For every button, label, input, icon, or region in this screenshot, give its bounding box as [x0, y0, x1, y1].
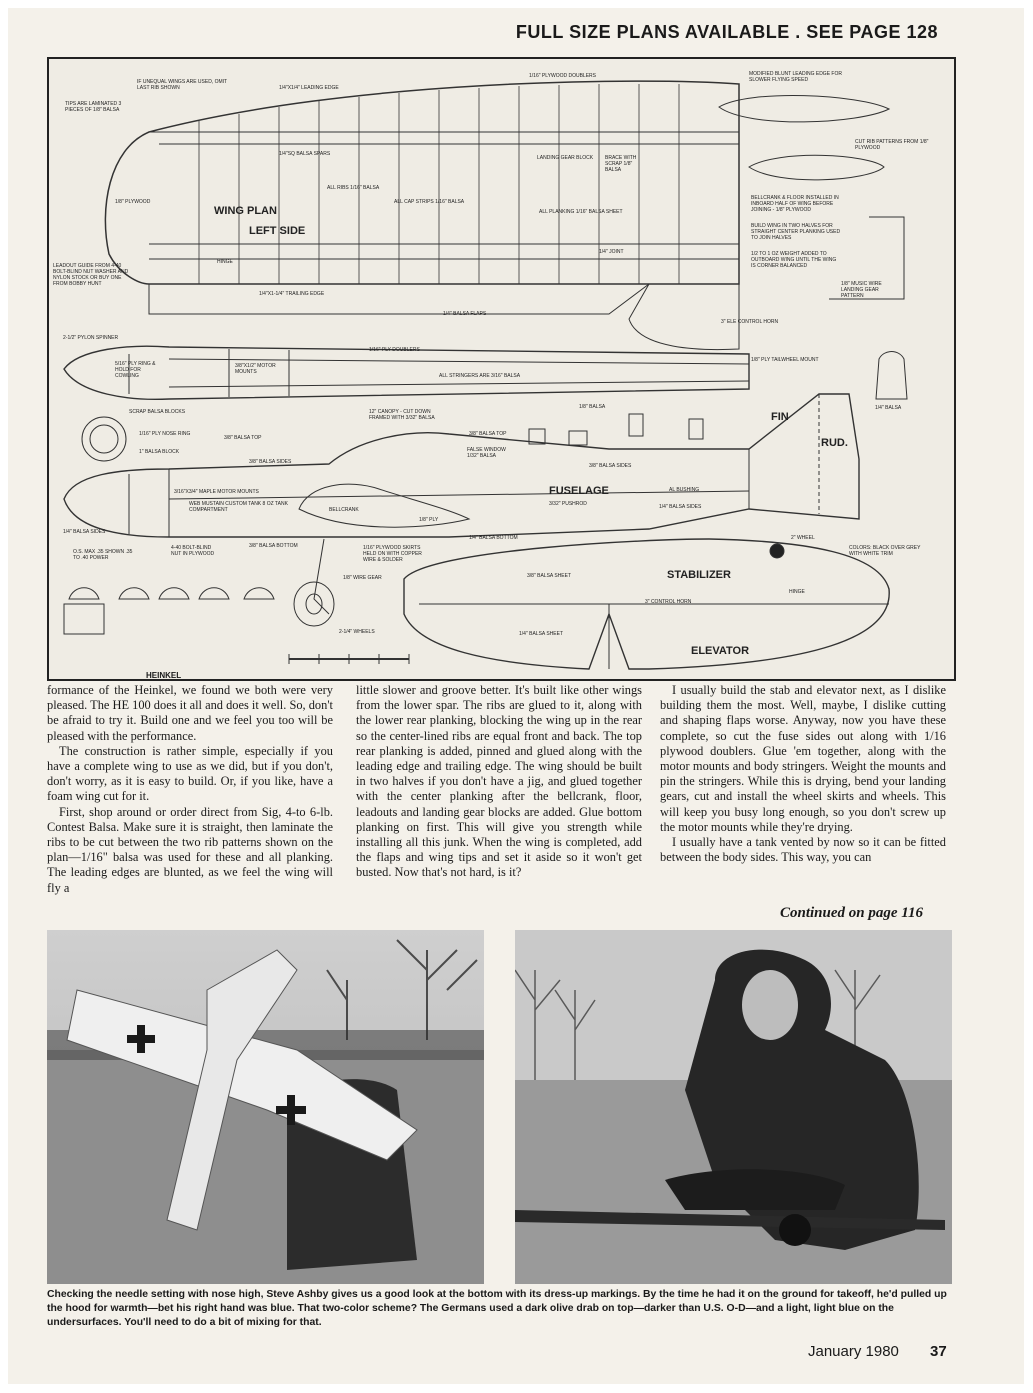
note-ply-doublers: 1/16" PLYWOOD DOUBLERS — [529, 73, 596, 79]
note-motor-mounts: 3/8"X1/2" MOTOR MOUNTS — [235, 363, 276, 375]
paragraph: I usually build the stab and elevator next, as I dislike building them the most. Well, maybe, I dislike cutting and shaping flaps worse. Anyway, now you have these complete, so cut the fuse sides out along with 1/16 plywood doublers. Glue 'em together, along with the motor mounts and body stringers. Weight the mounts and pin the stringers. While this is drying, bend your landing gears, cut and install the wheel skirts and wheels. This will keep you busy long enough, so you don't screw up the motor mounts while they're drying. — [660, 683, 946, 834]
note-cap-strips: ALL CAP STRIPS 1/16" BALSA — [394, 199, 465, 205]
note-wire-gear: 1/8" WIRE GEAR — [343, 575, 382, 581]
note-balsa-sheet-2: 1/4" BALSA SHEET — [519, 631, 564, 637]
plan-title-maker: HEINKEL — [146, 671, 182, 680]
stabilizer-label: STABILIZER — [667, 569, 731, 581]
left-side-label: LEFT SIDE — [249, 225, 306, 237]
note-landing-gear-block: LANDING GEAR BLOCK — [537, 155, 594, 161]
note-balsa-sheet: 3/8" BALSA SHEET — [527, 573, 572, 579]
note-canopy: 12" CANOPY - CUT DOWN FRAMED WITH 3/32" BALSA — [369, 409, 435, 421]
note-balsa-bottom-2: 3/8" BALSA BOTTOM — [249, 543, 298, 549]
photo-nose-high-image — [47, 930, 484, 1284]
note-balsa-top: 3/8" BALSA TOP — [224, 435, 262, 441]
note-brace: BRACE WITH SCRAP 1/8" BALSA — [605, 155, 637, 173]
paragraph: The construction is rather simple, especially if you have a complete wing to use as we did, but if you don't, don't worry, as it is easy to build. Or, if you like, have a foam wing cut for it. — [47, 743, 333, 804]
note-bellcrank: BELLCRANK & FLOOR INSTALLED IN INBOARD HALF OF WING BEFORE JOINING - 1/8" PLYWOOD — [751, 195, 839, 213]
note-balsa-bottom: 1/4" BALSA BOTTOM — [469, 535, 518, 541]
text-column-2 — [356, 683, 642, 881]
note-bellcrank-2: BELLCRANK — [329, 507, 359, 513]
note-control-horn-2: 3" CONTROL HORN — [645, 599, 692, 605]
plans-header: FULL SIZE PLANS AVAILABLE . SEE PAGE 128 — [515, 22, 938, 42]
note-leadout: LEADOUT GUIDE FROM 4-40 BOLT-BLIND NUT WASHER AND NYLON STOCK OR BUY ONE FROM BOBBY HUNT — [53, 263, 129, 287]
note-tank-compartment: WEB MUSTAIN CUSTOM TANK 8 OZ TANK COMPARTMENT — [189, 501, 288, 513]
note-skirts: 1/16" PLYWOOD SKIRTS HELD ON WITH COPPER WIRE & SOLDER — [363, 545, 422, 563]
note-ply-ring: 5/16" PLY RING & HOLD FOR COWLING — [115, 361, 156, 379]
note-tips: TIPS ARE LAMINATED 3 PIECES OF 1/8" BALSA — [65, 101, 122, 113]
note-tank: 3/16"X3/4" MAPLE MOTOR MOUNTS — [174, 489, 259, 495]
note-engine: O.S. MAX .35 SHOWN .35 TO .40 POWER — [73, 549, 133, 561]
note-ply-18: 1/8" PLY — [419, 517, 439, 523]
note-balsa-block: 1" BALSA BLOCK — [139, 449, 180, 455]
paragraph: First, shop around or order direct from Sig, 4-to 6-lb. Contest Balsa. Make sure it is straight, then laminate the ribs to be cut between the two rib patterns shown on the plan—1/16" balsa was used for these and all planking. The leading edges are blunted, as we feel the wing will fly a — [47, 804, 333, 895]
note-leading-edge: 1/4"X1/4" LEADING EDGE — [279, 85, 339, 91]
note-wheel: 2" WHEEL — [791, 535, 815, 541]
photo-hood-up-image — [515, 930, 952, 1284]
note-unequal-wings: IF UNEQUAL WINGS ARE USED, OMIT LAST RIB SHOWN — [137, 79, 228, 91]
note-balsa-18: 1/8" BALSA — [579, 404, 606, 410]
paragraph: formance of the Heinkel, we found we both were very pleased. The HE 100 does it all and does it well. So, don't be afraid to try it. Build one and we feel you too will be pleased with the performance. — [47, 683, 333, 743]
note-ply-nose: 1/16" PLY NOSE RING — [139, 431, 191, 437]
note-tailwheel: 1/8" PLY TAILWHEEL MOUNT — [751, 357, 819, 363]
elevator-label: ELEVATOR — [691, 645, 750, 657]
note-trailing-edge: 1/4"X1-1/4" TRAILING EDGE — [259, 291, 325, 297]
note-planking: ALL PLANKING 1/16" BALSA SHEET — [539, 209, 623, 215]
text-column-3 — [660, 683, 946, 865]
note-flaps: 1/4" BALSA FLAPS — [443, 311, 487, 317]
note-blind-nut: 4-40 BOLT-BLIND NUT IN PLYWOOD — [171, 545, 215, 557]
plan-linework — [49, 59, 954, 679]
note-hinge-2: HINGE — [789, 589, 805, 595]
rud-label: RUD. — [821, 437, 848, 449]
note-spars: 1/4"SQ BALSA SPARS — [279, 151, 331, 157]
page-number: 37 — [930, 1343, 947, 1360]
photo-nose-high — [47, 930, 484, 1284]
note-modified-blunt: MODIFIED BLUNT LEADING EDGE FOR SLOWER FLYING SPEED — [749, 71, 842, 83]
note-false-window: FALSE WINDOW 1/32" BALSA — [467, 447, 506, 459]
note-music-wire: 1/8" MUSIC WIRE LANDING GEAR PATTERN — [841, 281, 882, 299]
fin-label: FIN — [771, 411, 789, 423]
note-balsa-sides-3: 3/8" BALSA SIDES — [589, 463, 632, 469]
note-balsa-sides-4: 1/4" BALSA SIDES — [63, 529, 106, 535]
note-wheels: 2-1/4" WHEELS — [339, 629, 375, 635]
note-joint: 1/4" JOINT — [599, 249, 624, 255]
note-balsa-sides: 3/8" BALSA SIDES — [249, 459, 292, 465]
note-balsa-top-2: 3/8" BALSA TOP — [469, 431, 507, 437]
note-balsa-14: 1/4" BALSA — [875, 405, 902, 411]
note-cut-rib: CUT RIB PATTERNS FROM 1/8" PLYWOOD — [855, 139, 929, 151]
note-control-horn: 3" ELE CONTROL HORN — [721, 319, 779, 325]
paragraph: little slower and groove better. It's built like other wings from the lower spar. The ribs are glued to it, along with the lower rear planking, blocking the wing up in the rear so the center-lined ribs are equal front and back. The top rear planking is added, pinned and glued along with the leading edge and trailing edge. The wing should be built in two halves if you don't have a jig, and glued together with the center planking after the bellcrank, floor, leadouts and landing gear blocks are added. Glue bottom planking on first. This will give you strength while installing all this junk. When the wing is completed, add the flaps and wing tips and set it aside so it won't get busted. Now that's not hard, is it? — [356, 683, 642, 880]
note-scrap-blocks: SCRAP BALSA BLOCKS — [129, 409, 186, 415]
plan-title-model — [146, 680, 195, 681]
note-spinner: 2-1/2" PYLON SPINNER — [63, 335, 119, 341]
plan-title-block — [146, 671, 195, 681]
note-hinge: HINGE — [217, 259, 233, 265]
text-column-1 — [47, 683, 333, 896]
photo-caption: Checking the needle setting with nose high, Steve Ashby gives us a good look at the bottom with its dress-up markings. By the time he had it on the ground for takeoff, he'd pulled up the hood for warmth—bet his right hand was blue. That two-color scheme? The Germans used a dark olive drab on top—darker than U.S. O-D—and a light, light blue on the undersurfaces. You'll need to do a bit of mixing for that. — [47, 1289, 947, 1328]
continued-note: Continued on page 116 — [780, 905, 923, 921]
note-colors: COLORS: BLACK OVER GREY WITH WHITE TRIM — [849, 545, 921, 557]
note-ply: 1/8" PLYWOOD — [115, 199, 151, 205]
note-stringers: ALL STRINGERS ARE 3/16" BALSA — [439, 373, 521, 379]
plan-drawing — [47, 57, 956, 681]
note-pushrod: 3/32" PUSHROD — [549, 501, 587, 507]
note-weight: 1/2 TO 1 OZ WEIGHT ADDED TO OUTBOARD WING UNTIL THE WING IS CORNER BALANCED — [751, 251, 837, 269]
note-balsa-sides-2: 1/4" BALSA SIDES — [659, 504, 702, 510]
note-all-ribs: ALL RIBS 1/16" BALSA — [327, 185, 380, 191]
paragraph: I usually have a tank vented by now so it can be fitted between the body sides. This way, you can — [660, 835, 946, 865]
fuselage-label: FUSELAGE — [549, 485, 609, 497]
note-ply-doublers-2: 1/16" PLY DOUBLERS — [369, 347, 420, 353]
wing-plan-label: WING PLAN — [214, 205, 277, 217]
note-al-bushing: AL BUSHING — [669, 487, 700, 493]
issue-date: January 1980 — [808, 1343, 899, 1360]
photo-hood-up — [515, 930, 952, 1284]
note-build-wing: BUILD WING IN TWO HALVES FOR STRAIGHT CENTER PLANKING USED TO JOIN HALVES — [751, 223, 841, 241]
